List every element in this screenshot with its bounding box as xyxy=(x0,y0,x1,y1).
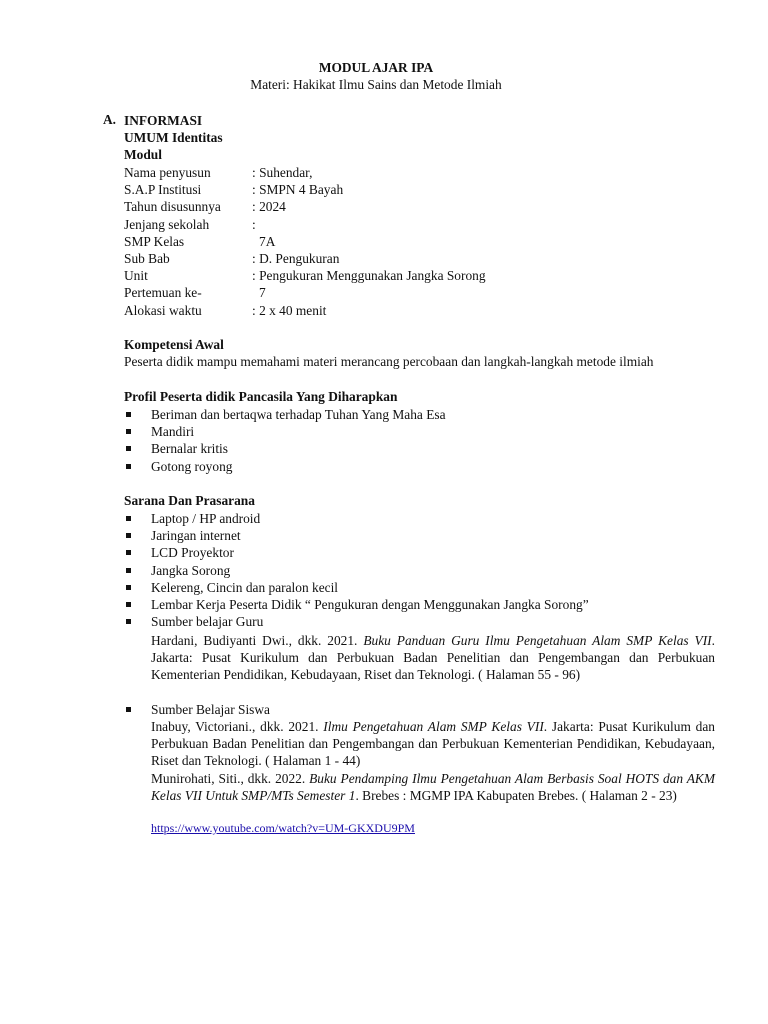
list-item-text: Kelereng, Cincin dan paralon kecil xyxy=(151,579,339,595)
reference-details: . Jakarta: Pusat Kurikulum dan Perbukuan Badan Penelitian dan Pengembangan dan Perbukuan Kementerian Pendidikan, Kebudayaan, Riset dan Teknologi. ( Halaman 1 - 44) xyxy=(151,719,715,769)
identity-value: : D. Pengukuran xyxy=(252,250,340,266)
reference-details: . Jakarta: Pusat Kurikulum dan Perbukuan Badan Penelitian dan Pengembangan dan Perbukuan Kementerian Pendidikan, Kebudayaan, Riset dan Teknologi. ( Halaman 55 - 96) xyxy=(151,633,715,683)
siswa-reference xyxy=(151,770,715,804)
reference-authors: Inabuy, Victoriani., dkk. 2021. xyxy=(151,719,324,734)
list-item-text: Gotong royong xyxy=(151,458,233,474)
reference-title: Ilmu Pengetahuan Alam SMP Kelas VII xyxy=(323,719,544,734)
reference-title: Buku Panduan Guru Ilmu Pengetahuan Alam SMP Kelas VII xyxy=(363,633,712,648)
list-item xyxy=(124,510,589,527)
bullet-icon xyxy=(126,412,131,417)
list-item xyxy=(124,613,589,630)
bullet-icon xyxy=(126,516,131,521)
identity-value: : Suhendar, xyxy=(252,165,313,180)
siswa-list xyxy=(124,701,270,718)
bullet-icon xyxy=(126,533,131,538)
list-item-text: Bernalar kritis xyxy=(151,441,228,457)
identity-value: : xyxy=(252,216,256,232)
section-heading-line: UMUM Identitas xyxy=(124,130,223,146)
reference-authors: Hardani, Budiyanti Dwi., dkk. 2021. xyxy=(151,633,364,648)
identity-label: Nama penyusun xyxy=(124,165,211,180)
section-letter: A. xyxy=(103,112,117,127)
identity-value: : 2024 xyxy=(252,199,286,215)
list-item xyxy=(124,423,446,440)
identity-value: : Pengukuran Menggunakan Jangka Sorong xyxy=(252,268,486,284)
list-item xyxy=(124,579,589,596)
identity-label: Pertemuan ke- xyxy=(124,285,202,301)
section-heading-line: Modul xyxy=(124,147,162,163)
sarana-list xyxy=(124,510,589,630)
list-item-text: Sumber Belajar Siswa xyxy=(151,702,271,717)
list-item xyxy=(124,406,446,423)
identity-label: Alokasi waktu xyxy=(124,302,202,318)
bullet-icon xyxy=(126,429,131,434)
bullet-icon xyxy=(126,707,131,712)
section-heading-line: INFORMASI xyxy=(124,113,203,128)
section-heading xyxy=(124,112,274,164)
list-item xyxy=(124,562,589,579)
list-item-text: Mandiri xyxy=(151,424,195,440)
identity-value: : SMPN 4 Bayah xyxy=(252,182,344,198)
bullet-icon xyxy=(126,619,131,624)
bullet-icon xyxy=(126,464,131,469)
identity-label: Tahun disusunnya xyxy=(124,199,221,215)
list-item-text: Sumber belajar Guru xyxy=(151,614,264,630)
list-item xyxy=(124,527,589,544)
document-subtitle: Materi: Hakikat Ilmu Sains dan Metode Ilmiah xyxy=(250,77,502,92)
list-item-text: Jangka Sorong xyxy=(151,562,231,578)
identity-label: Jenjang sekolah xyxy=(124,216,210,232)
bullet-icon xyxy=(126,568,131,573)
list-item xyxy=(124,544,589,561)
profil-heading: Profil Peserta didik Pancasila Yang Diharapkan xyxy=(124,389,398,404)
identity-label: S.A.P Institusi xyxy=(124,182,202,198)
list-item-text: LCD Proyektor xyxy=(151,545,234,561)
identity-value: 7A xyxy=(259,233,276,249)
list-item xyxy=(124,440,446,457)
bullet-icon xyxy=(126,602,131,607)
identity-value: 7 xyxy=(259,285,266,301)
identity-value: : 2 x 40 menit xyxy=(252,302,327,318)
list-item-text: Lembar Kerja Peserta Didik “ Pengukuran dengan Menggunakan Jangka Sorong” xyxy=(151,596,589,612)
siswa-reference xyxy=(151,718,715,770)
document-title: MODUL AJAR IPA xyxy=(318,60,434,75)
sarana-heading: Sarana Dan Prasarana xyxy=(124,493,255,508)
reference-details: . Brebes : MGMP IPA Kabupaten Brebes. ( Halaman 2 - 23) xyxy=(355,788,677,804)
reference-authors: Munirohati, Siti., dkk. 2022. xyxy=(151,771,310,786)
list-item xyxy=(124,701,270,718)
kompetensi-text: Peserta didik mampu memahami materi merancang percobaan dan langkah-langkah metode ilmiah xyxy=(124,354,654,369)
identity-label: Unit xyxy=(124,268,148,284)
kompetensi-heading: Kompetensi Awal xyxy=(124,337,224,352)
list-item-text: Beriman dan bertaqwa terhadap Tuhan Yang Maha Esa xyxy=(151,407,446,422)
bullet-icon xyxy=(126,550,131,555)
list-item-text: Jaringan internet xyxy=(151,528,241,544)
guru-reference xyxy=(151,632,715,684)
list-item xyxy=(124,596,589,613)
identity-label: Sub Bab xyxy=(124,250,170,266)
list-item xyxy=(124,458,446,475)
reference-title: Buku Pendamping Ilmu Pengetahuan Alam Berbasis Soal HOTS dan AKM Kelas VII Untuk SMP/MTs Semester 1 xyxy=(151,771,715,804)
identity-label: SMP Kelas xyxy=(124,233,185,249)
list-item-text: Laptop / HP android xyxy=(151,511,261,526)
youtube-link[interactable]: https://www.youtube.com/watch?v=UM-GKXDU9PM xyxy=(151,821,415,835)
bullet-icon xyxy=(126,446,131,451)
bullet-icon xyxy=(126,585,131,590)
profil-list xyxy=(124,406,446,475)
